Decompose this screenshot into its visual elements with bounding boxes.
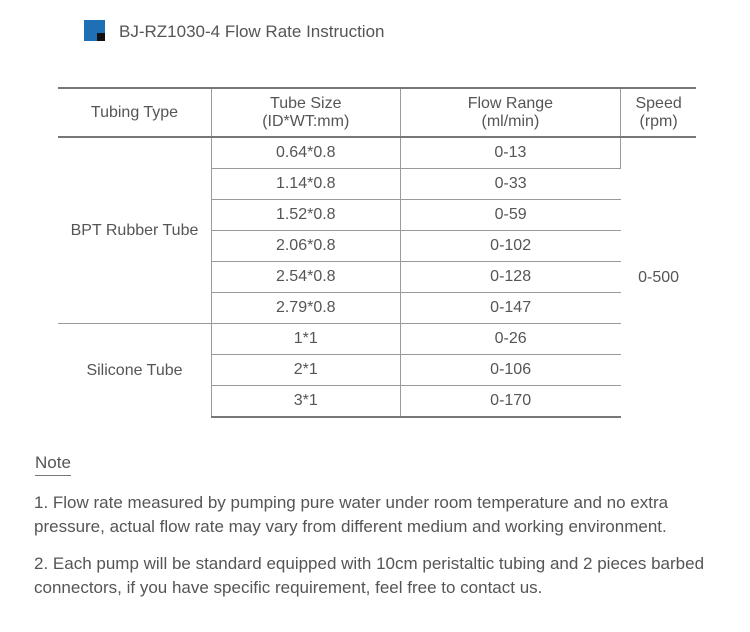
tube-size-cell: 2.54*0.8 bbox=[211, 262, 400, 293]
header-flow-range-label: Flow Range bbox=[467, 94, 554, 112]
title-square-icon bbox=[84, 20, 105, 41]
page-title: BJ-RZ1030-4 Flow Rate Instruction bbox=[119, 22, 385, 41]
header-speed bbox=[621, 88, 696, 137]
header-tubing-type bbox=[58, 88, 211, 137]
speed-cell: 0-500 bbox=[621, 137, 696, 417]
tube-size-cell: 2.06*0.8 bbox=[211, 231, 400, 262]
flow-rate-table bbox=[58, 87, 696, 418]
header-flow-range-unit: (ml/min) bbox=[481, 112, 540, 130]
header-flow-range bbox=[400, 88, 621, 137]
tube-size-cell: 0.64*0.8 bbox=[211, 137, 400, 169]
tube-size-cell: 2*1 bbox=[211, 355, 400, 386]
table-row bbox=[58, 324, 696, 355]
note-item: 1. Flow rate measured by pumping pure water under room temperature and no extra pressure, actual flow rate may vary from different medium and working environment. bbox=[34, 493, 669, 536]
header-speed-unit: (rpm) bbox=[639, 112, 678, 130]
header-speed-label: Speed bbox=[635, 94, 682, 112]
note-heading: Note bbox=[35, 453, 71, 476]
header-tube-size bbox=[211, 88, 400, 137]
header-tube-size-unit: (ID*WT:mm) bbox=[262, 112, 350, 130]
tube-size-cell: 1.52*0.8 bbox=[211, 200, 400, 231]
flow-range-cell: 0-170 bbox=[400, 386, 621, 418]
tube-size-cell: 1*1 bbox=[211, 324, 400, 355]
tube-size-cell: 3*1 bbox=[211, 386, 400, 418]
flow-range-cell: 0-106 bbox=[400, 355, 621, 386]
table-row bbox=[58, 137, 696, 169]
flow-range-cell: 0-128 bbox=[400, 262, 621, 293]
flow-range-cell: 0-59 bbox=[400, 200, 621, 231]
tubing-type-cell: Silicone Tube bbox=[58, 324, 211, 418]
flow-range-cell: 0-102 bbox=[400, 231, 621, 262]
flow-range-cell: 0-13 bbox=[400, 137, 621, 169]
flow-range-cell: 0-26 bbox=[400, 324, 621, 355]
header-tubing-type-label: Tubing Type bbox=[90, 103, 179, 121]
note-item: 2. Each pump will be standard equipped with 10cm peristaltic tubing and 2 pieces barbed connectors, if you have specific requirement, feel free to contact us. bbox=[34, 554, 705, 597]
flow-range-cell: 0-147 bbox=[400, 293, 621, 324]
tubing-type-cell: BPT Rubber Tube bbox=[58, 137, 211, 324]
table-header-row bbox=[58, 88, 696, 137]
header-tube-size-label: Tube Size bbox=[270, 94, 342, 112]
flow-range-cell: 0-33 bbox=[400, 169, 621, 200]
tube-size-cell: 1.14*0.8 bbox=[211, 169, 400, 200]
tube-size-cell: 2.79*0.8 bbox=[211, 293, 400, 324]
